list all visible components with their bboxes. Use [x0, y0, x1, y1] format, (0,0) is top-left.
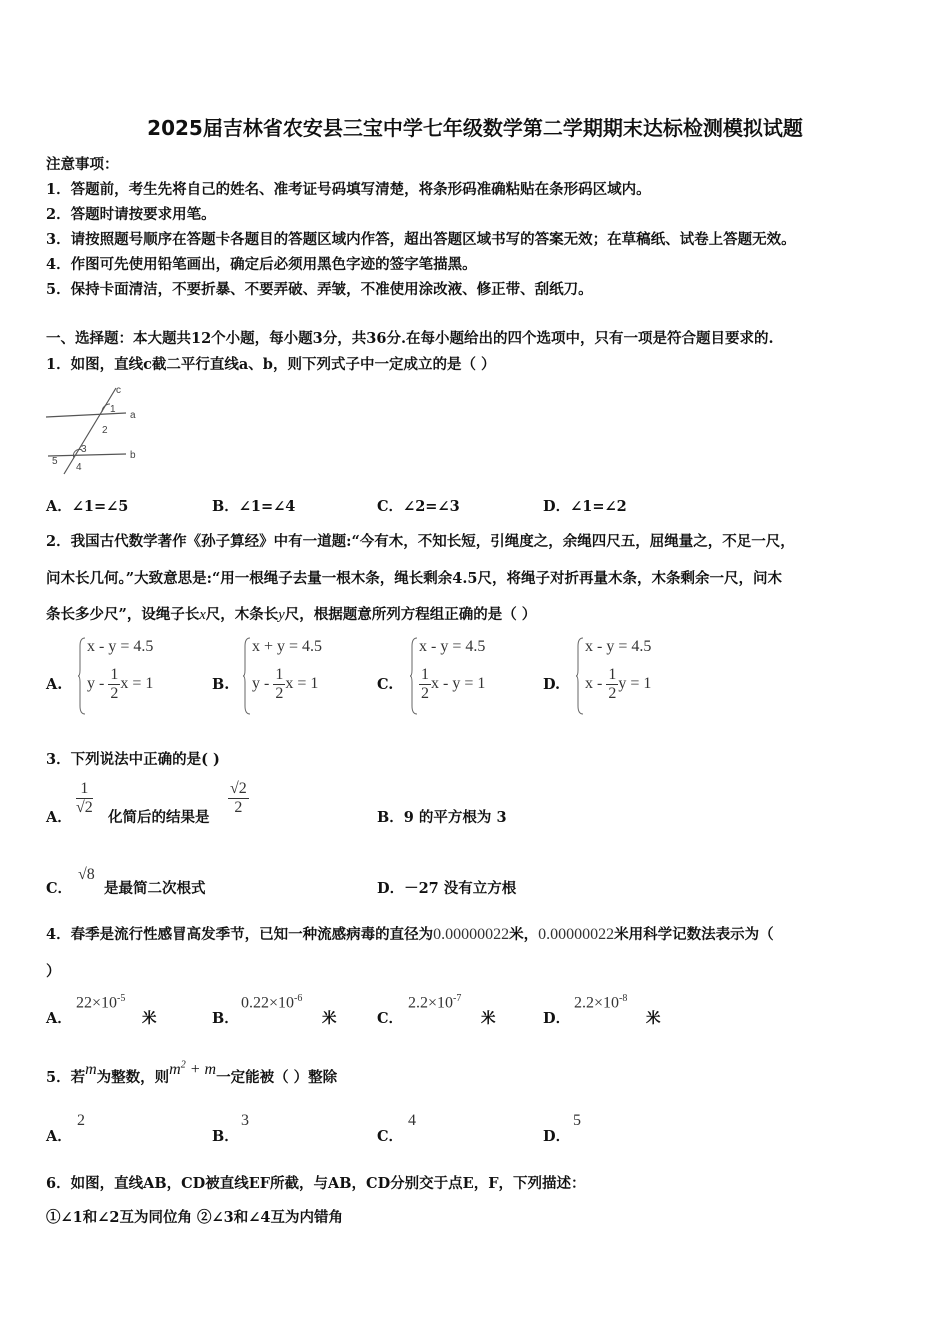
q4-option-d-value: $2.2\times 10^{-8}$: [574, 993, 628, 1012]
q4-option-c-unit: 米: [481, 1010, 496, 1027]
q1-option-a: A．∠1=∠5: [46, 498, 129, 515]
q4-option-c-label: C．: [377, 1010, 404, 1027]
equation-system-d: [576, 636, 686, 716]
q1-option-b: B．∠1=∠4: [212, 498, 296, 515]
question-6-stem: 6．如图，直线AB，CD被直线EF所截，与AB，CD分别交于点E，F，下列描述：: [46, 1175, 586, 1192]
q3-option-d: D．－27 没有立方根: [377, 880, 517, 897]
equation-system-c: [410, 636, 520, 716]
line-label-b: b: [130, 450, 136, 461]
angle-label-2: 2: [102, 425, 108, 436]
question-4-stem-end: ）: [46, 963, 61, 980]
angle-label-1: 1: [110, 404, 116, 415]
q5-option-d-label: D．: [543, 1128, 571, 1145]
notice-item: 3．请按照题号顺序在答题卡各题目的答题区域内作答，超出答题区域书写的答案无效；在草稿纸、试卷上答题无效。: [46, 231, 796, 248]
notice-item: 1．答题前，考生先将自己的姓名、准考证号码填写清楚，将条形码准确粘贴在条形码区域内。: [46, 181, 651, 198]
question-3-stem: 3．下列说法中正确的是( ): [46, 751, 220, 768]
var-y: y: [278, 607, 285, 623]
q3-option-c-label: C．: [46, 880, 73, 897]
line-label-a: a: [130, 410, 136, 421]
notice-item: 5．保持卡面清洁，不要折暴、不要弄破、弄皱，不准使用涂改液、修正带、刮纸刀。: [46, 281, 593, 298]
q3-option-a-label: A．: [46, 809, 72, 826]
angle-label-3: 3: [81, 444, 87, 455]
q2-option-label: C.: [377, 676, 394, 693]
angle-label-5: 5: [52, 456, 58, 467]
q2-option-label: D.: [543, 676, 561, 693]
q4-option-a-label: A．: [46, 1010, 72, 1027]
q4-option-d-label: D．: [543, 1010, 571, 1027]
q5-option-d-value: 5: [573, 1112, 581, 1129]
q1-option-d: D．∠1=∠2: [543, 498, 627, 515]
q5-option-c-value: 4: [408, 1112, 416, 1129]
var-x: x: [199, 607, 206, 623]
section-heading: 一、选择题：本大题共12个小题，每小题3分，共36分.在每小题给出的四个选项中，只有一项是符合题目要求的.: [46, 330, 774, 347]
q5-option-b-label: B．: [212, 1128, 239, 1145]
q5-option-a-label: A．: [46, 1128, 72, 1145]
equation-row: x - y = 4.5: [585, 638, 652, 655]
equation-row: y - $\frac{1}{2}$ x = 1: [87, 666, 154, 702]
question-4-stem: 4．春季是流行性感冒高发季节，已知一种流感病毒的直径为0.00000022米，0.00000022米用科学记数法表示为（: [46, 926, 774, 943]
q3-option-a-text: 化简后的结果是: [108, 809, 210, 826]
q2-option-label: A.: [46, 676, 63, 693]
equation-row: x + y = 4.5: [252, 638, 323, 655]
q3-option-a-fraction: $\frac{1}{√2}$: [76, 780, 93, 816]
q5-option-b-value: 3: [241, 1112, 249, 1129]
q4-option-b-unit: 米: [322, 1010, 337, 1027]
equation-system-a: [78, 636, 188, 716]
q2-text: 尺，根据题意所列方程组正确的是（ ）: [284, 606, 537, 623]
question-1-stem: 1．如图，直线c截二平行直线a、b，则下列式子中一定成立的是（ ）: [46, 356, 496, 373]
question-6-descriptions: ①∠1和∠2互为同位角 ②∠3和∠4互为内错角: [46, 1209, 344, 1226]
equation-row: y - $\frac{1}{2}$ x = 1: [252, 666, 319, 702]
notice-item: 4．作图可先使用铅笔画出，确定后必须用黑色字迹的签字笔描黑。: [46, 256, 477, 273]
notice-heading: 注意事项：: [46, 156, 119, 173]
line-label-c: c: [116, 385, 121, 396]
q2-text: 尺，木条长: [205, 606, 279, 623]
equation-system-b: [243, 636, 353, 716]
notice-item: 2．答题时请按要求用笔。: [46, 206, 216, 223]
q4-option-d-unit: 米: [646, 1010, 661, 1027]
q4-option-b-label: B．: [212, 1010, 239, 1027]
q4-option-a-value: $22\times 10^{-5}$: [76, 993, 126, 1012]
equation-row: x - $\frac{1}{2}$ y = 1: [585, 666, 652, 702]
question-5-stem: 5．若m为整数，则$m^2 + m$一定能被（ ）整除: [46, 1059, 338, 1086]
q5-option-a-value: 2: [77, 1112, 85, 1129]
question-2-line: [46, 603, 536, 624]
q1-option-c: C．∠2=∠3: [377, 498, 460, 515]
q3-option-b: B．9 的平方根为 3: [377, 809, 507, 826]
equation-row: x - y = 4.5: [419, 638, 486, 655]
q3-option-a-result: $\frac{√2}{2}$: [230, 780, 247, 816]
q2-text: 条长多少尺”，设绳子长: [46, 606, 200, 623]
equation-row: $\frac{1}{2}$ x - y = 1: [421, 666, 486, 702]
question-2-line: 2．我国古代数学著作《孙子算经》中有一道题:“今有木，不知长短，引绳度之，余绳四尺五，屈绳量之，不足一尺，: [46, 533, 795, 550]
q3-option-c-text: 是最简二次根式: [104, 880, 206, 897]
q5-option-c-label: C．: [377, 1128, 404, 1145]
q1-figure: [44, 382, 144, 477]
q4-option-b-value: $0.22\times 10^{-6}$: [241, 993, 303, 1012]
q4-option-c-value: $2.2\times 10^{-7}$: [408, 993, 462, 1012]
angle-label-4: 4: [76, 462, 82, 473]
q3-option-c-expr: √8: [78, 866, 95, 883]
page-title: 2025届吉林省农安县三宝中学七年级数学第二学期期末达标检测模拟试题: [147, 116, 803, 140]
q2-option-label: B.: [212, 676, 230, 693]
question-2-line: 问木长几何。”大致意思是:“用一根绳子去量一根木条，绳长剩余4.5尺，将绳子对折再量木条，木条剩余一尺，问木: [46, 570, 783, 587]
equation-row: x - y = 4.5: [87, 638, 154, 655]
q4-option-a-unit: 米: [142, 1010, 157, 1027]
